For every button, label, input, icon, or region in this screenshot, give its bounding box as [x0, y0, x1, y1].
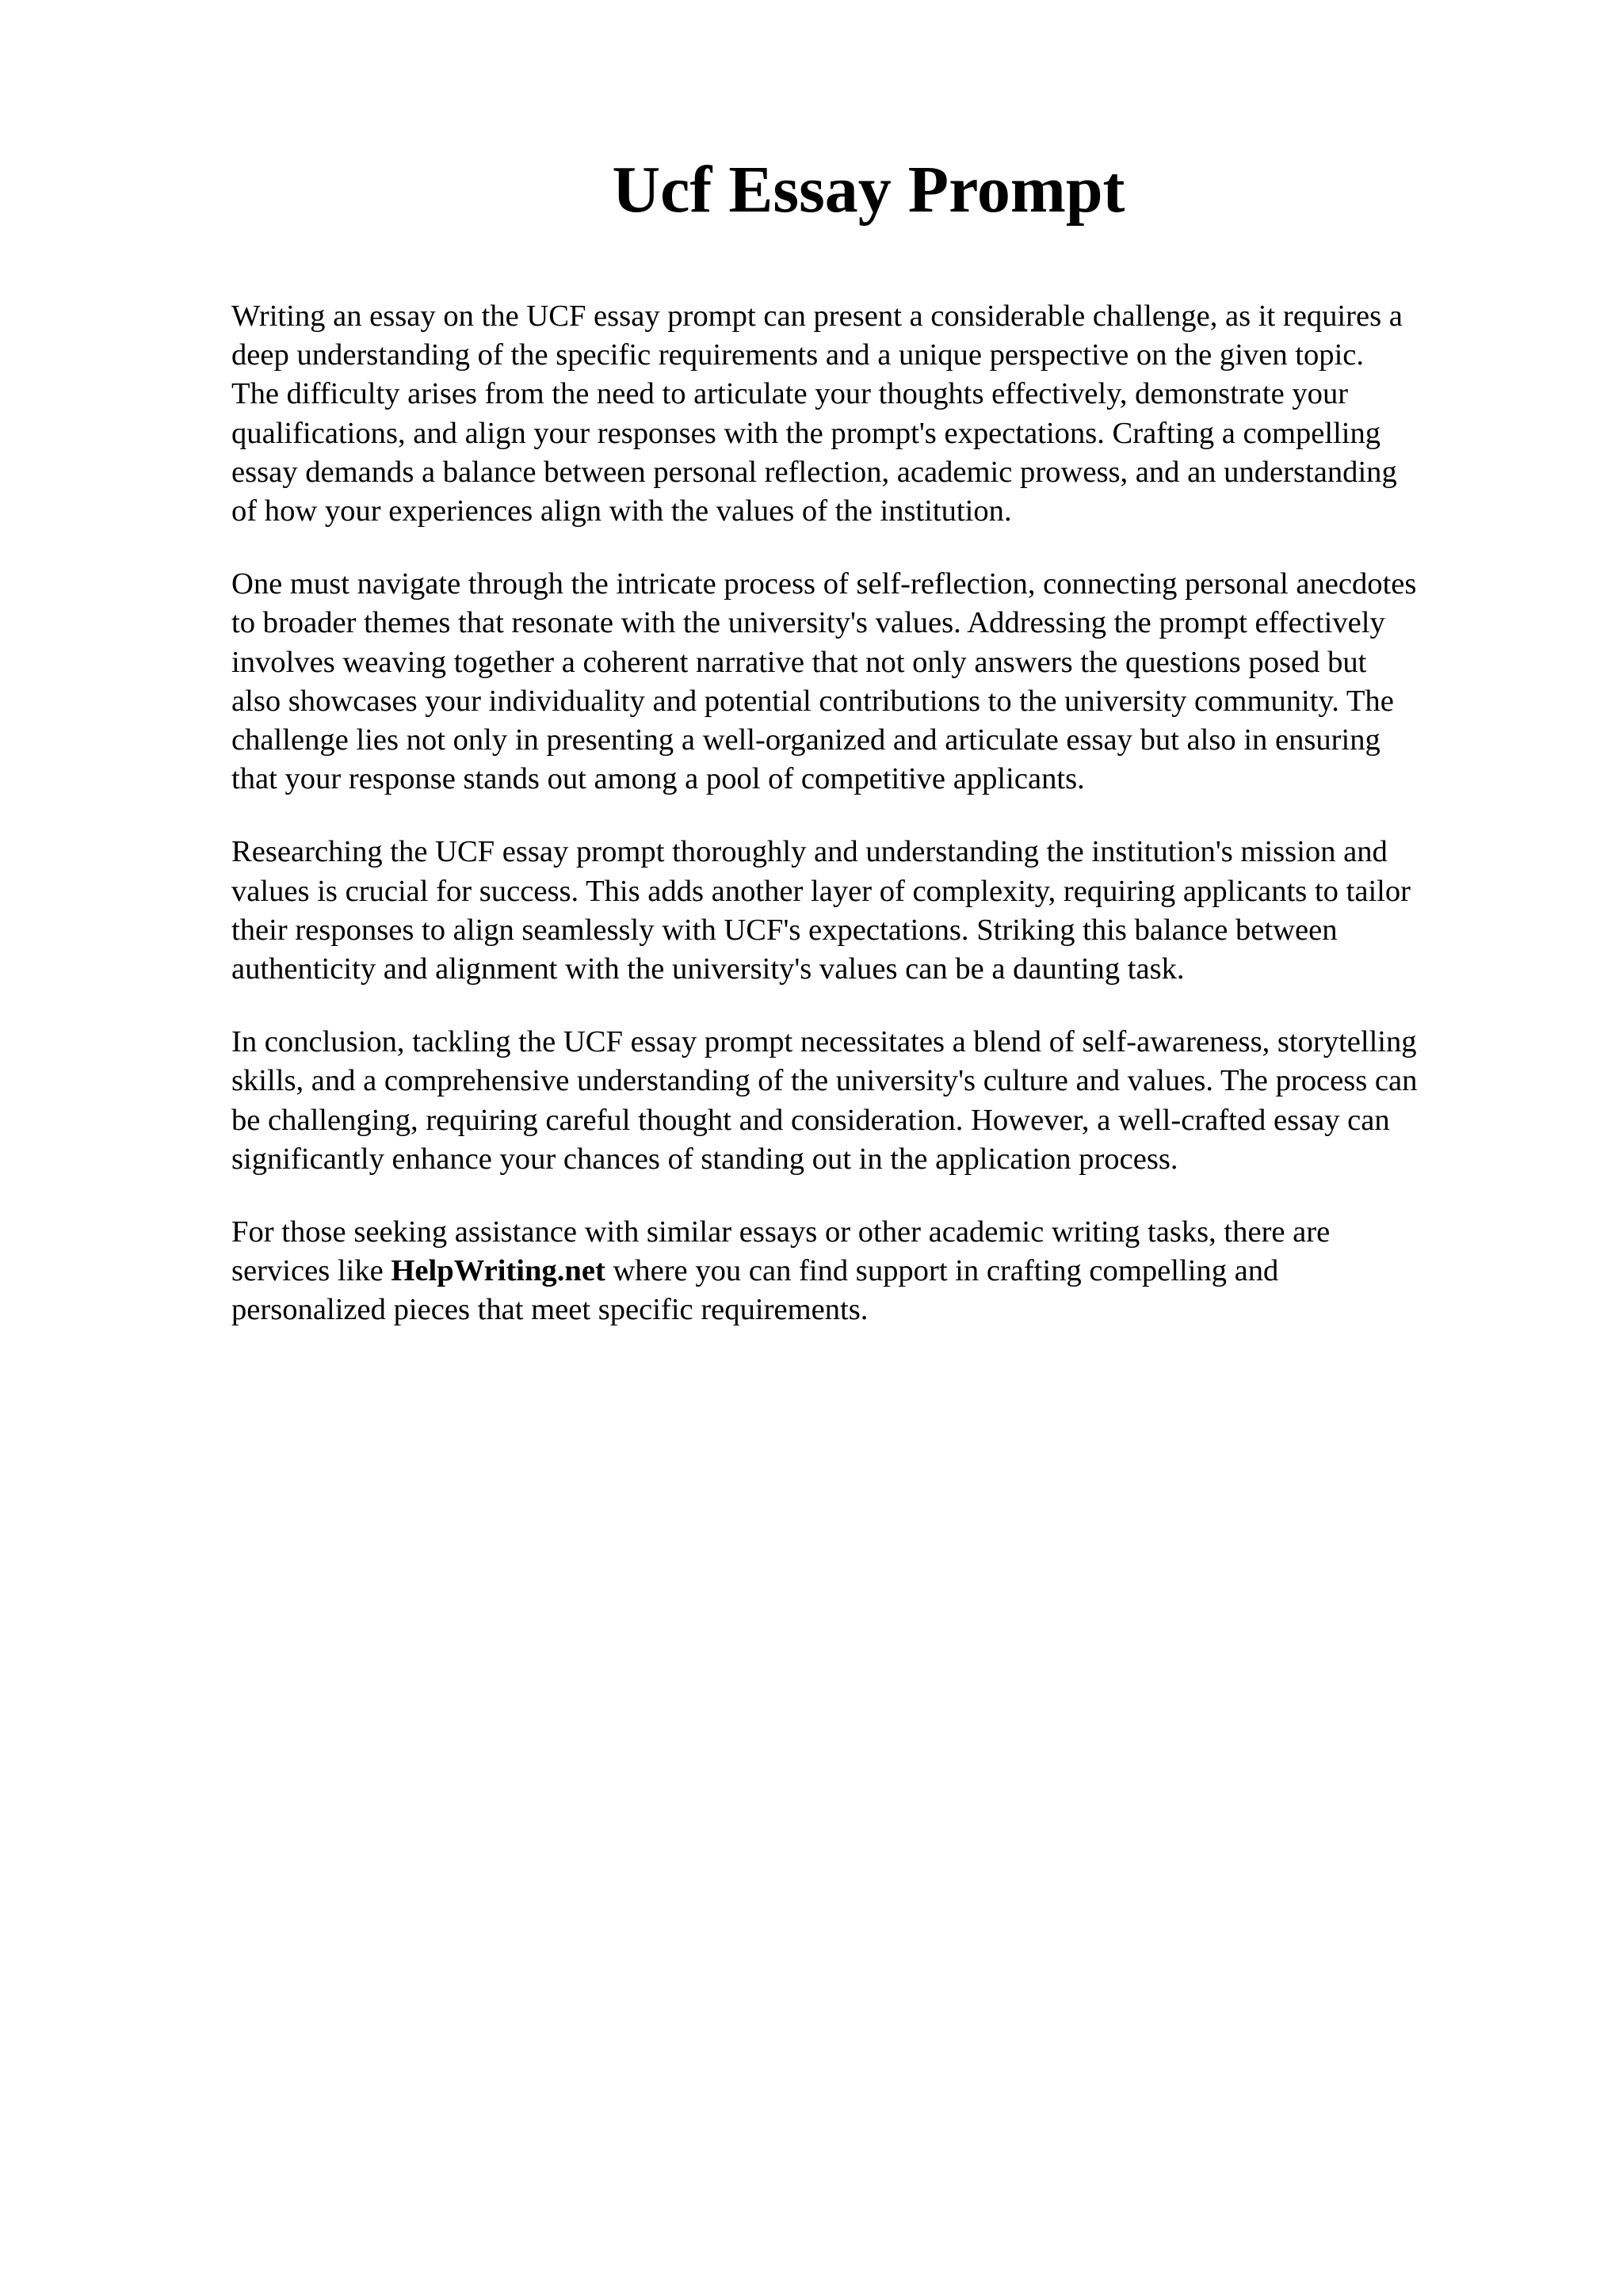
paragraph-5	[231, 1213, 1531, 1330]
helpwriting-link[interactable]: HelpWriting.net	[391, 1254, 605, 1288]
paragraph-1	[231, 297, 1531, 531]
text-line: authenticity and alignment with the university's values can be a daunting task.	[231, 952, 1185, 986]
paragraph-3	[231, 833, 1531, 989]
text-line: that your response stands out among a pool of competitive applicants.	[231, 762, 1085, 796]
text-segment: where you can find support in crafting compelling and	[605, 1254, 1279, 1288]
text-line: In conclusion, tackling the UCF essay prompt necessitates a blend of self-awareness, storytelling	[231, 1025, 1417, 1059]
text-line: Writing an essay on the UCF essay prompt can present a considerable challenge, as it requires a	[231, 299, 1403, 333]
text-line: involves weaving together a coherent narrative that not only answers the questions posed but	[231, 645, 1367, 679]
text-line: to broader themes that resonate with the university's values. Addressing the prompt effectively	[231, 606, 1385, 640]
text-line: skills, and a comprehensive understanding of the university's culture and values. The process can	[231, 1064, 1418, 1098]
text-line	[231, 1252, 1531, 1291]
text-line: be challenging, requiring careful thought and consideration. However, a well-crafted essay can	[231, 1103, 1390, 1137]
text-line: deep understanding of the specific requirements and a unique perspective on the given topic.	[231, 338, 1365, 372]
paragraph-2	[231, 565, 1531, 799]
text-line: challenge lies not only in presenting a well-organized and articulate essay but also in ensuring	[231, 723, 1381, 757]
text-line: of how your experiences align with the values of the institution.	[231, 494, 1012, 528]
text-line: essay demands a balance between personal reflection, academic prowess, and an understanding	[231, 455, 1397, 489]
document-body	[231, 297, 1531, 1364]
text-line: significantly enhance your chances of standing out in the application process.	[231, 1142, 1178, 1176]
page-title: Ucf Essay Prompt	[612, 153, 1125, 227]
text-line: Researching the UCF essay prompt thoroughly and understanding the institution's mission and	[231, 835, 1388, 869]
text-line: also showcases your individuality and potential contributions to the university community. The	[231, 684, 1394, 718]
text-line: qualifications, and align your responses with the prompt's expectations. Crafting a compelling	[231, 416, 1381, 450]
text-line: personalized pieces that meet specific requirements.	[231, 1293, 869, 1327]
text-segment: services like	[231, 1254, 391, 1288]
text-line: values is crucial for success. This adds another layer of complexity, requiring applicants to tailor	[231, 874, 1411, 908]
text-line: The difficulty arises from the need to articulate your thoughts effectively, demonstrate your	[231, 377, 1349, 411]
text-line: For those seeking assistance with similar essays or other academic writing tasks, there are	[231, 1215, 1331, 1249]
text-line: One must navigate through the intricate process of self-reflection, connecting personal anecdotes	[231, 567, 1417, 601]
text-line: their responses to align seamlessly with UCF's expectations. Striking this balance between	[231, 913, 1338, 947]
paragraph-4	[231, 1023, 1531, 1179]
